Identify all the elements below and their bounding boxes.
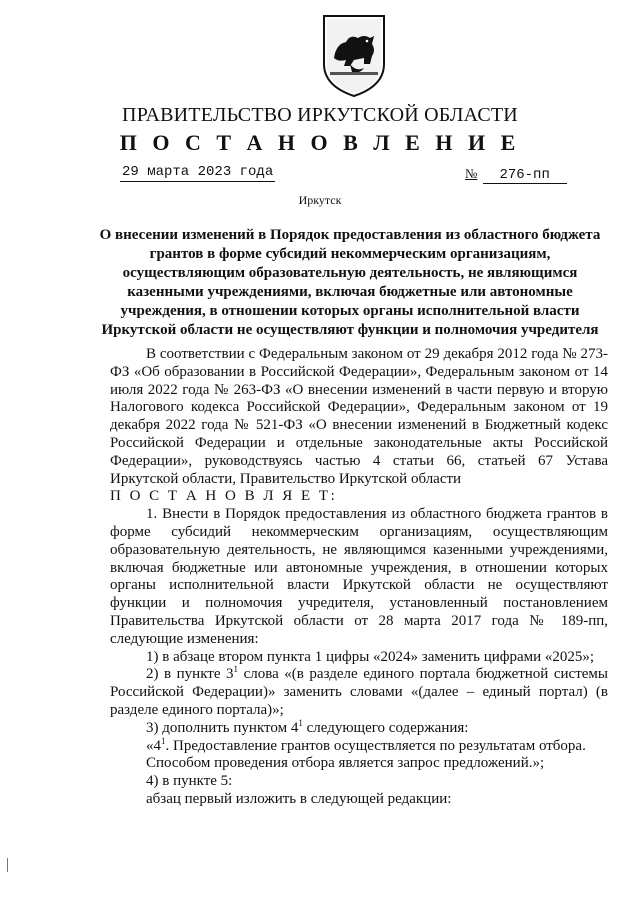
subitem-2-rest: слова «(в разделе единого портала бюджетной системы Российской Федерации)» заменить словами «(далее – единый портал) (в разделе единого портала)»;: [110, 666, 608, 718]
document-title: О внесении изменений в Порядок предоставления из областного бюджета грантов в форме субсидий некоммерческим организациям, осуществляющим образовательную деятельность, не являющимся казенными учреждениями, включая бюджетные или автономные учреждения, в отношении которых органы исполнительной власти Иркутской области не осуществляют функции и полномочия учредителя: [99, 227, 601, 338]
superscript: 1: [298, 717, 303, 728]
quote-rest: . Предоставление грантов осуществляется по результатам отбора.: [165, 737, 586, 754]
quoted-point-text: [110, 735, 608, 756]
subitem-3: [110, 717, 608, 738]
superscript: 1: [161, 735, 166, 746]
resolves-heading: П О С Т А Н О В Л Я Е Т:: [110, 488, 338, 505]
document-date: 29 марта 2023 года: [122, 164, 274, 180]
document-body: [110, 346, 608, 809]
subitem-3-start: 3) дополнить пунктом 4: [146, 719, 299, 736]
document-type: П О С Т А Н О В Л Е Н И Е: [119, 130, 521, 155]
margin-mark: [7, 858, 8, 872]
city: Иркутск: [298, 193, 342, 207]
item-1-paragraph: 1. Внести в Порядок предоставления из областного бюджета грантов в форме субсидий некоммерческим организациям, осуществляющим образовательную деятельность, не являющимся казенными учреждениями, включая бюджетные или автономные учреждения, в отношении которых органы исполнительной власти Иркутской области не осуществляют функции и полномочия учредителя, установленный постановлением Правительства Иркутской области от 28 марта 2017 года № 189-пп, следующие изменения:: [110, 506, 608, 647]
subitem-2: [110, 666, 608, 719]
quoted-selection-method: Способом проведения отбора является запрос предложений.»;: [146, 755, 545, 772]
subitem-4-text: абзац первый изложить в следующей редакции:: [146, 790, 452, 807]
number-sign: №: [465, 166, 478, 181]
document-number-block: [465, 166, 567, 184]
document-number: 276-пп: [483, 167, 567, 184]
subitem-3-rest: следующего содержания:: [302, 719, 469, 736]
superscript: 1: [233, 664, 239, 675]
government-name: ПРАВИТЕЛЬСТВО ИРКУТСКОЙ ОБЛАСТИ: [122, 104, 518, 126]
subitem-1: 1) в абзаце втором пункта 1 цифры «2024» заменить цифрами «2025»;: [146, 648, 595, 665]
quote-start: «4: [146, 737, 161, 754]
subitem-4: 4) в пункте 5:: [146, 773, 233, 790]
subitem-2-start: 2) в пункте 3: [146, 666, 234, 683]
coat-of-arms-icon: [320, 14, 388, 98]
preamble-paragraph: В соответствии с Федеральным законом от 29 декабря 2012 года № 273-ФЗ «Об образовании в Российской Федерации», Федеральным законом от 14 июля 2022 года № 263-ФЗ «О внесении изменений в части первую и вторую Налогового кодекса Российской Федерации», Федеральным законом от 19 декабря 2022 года № 521-ФЗ «О внесении изменений в Бюджетный кодекс Российской Федерации и отдельные законодательные акты Российской Федерации», руководствуясь частью 4 статьи 66, статьей 67 Устава Иркутской области, Правительство Иркутской области: [110, 346, 608, 487]
